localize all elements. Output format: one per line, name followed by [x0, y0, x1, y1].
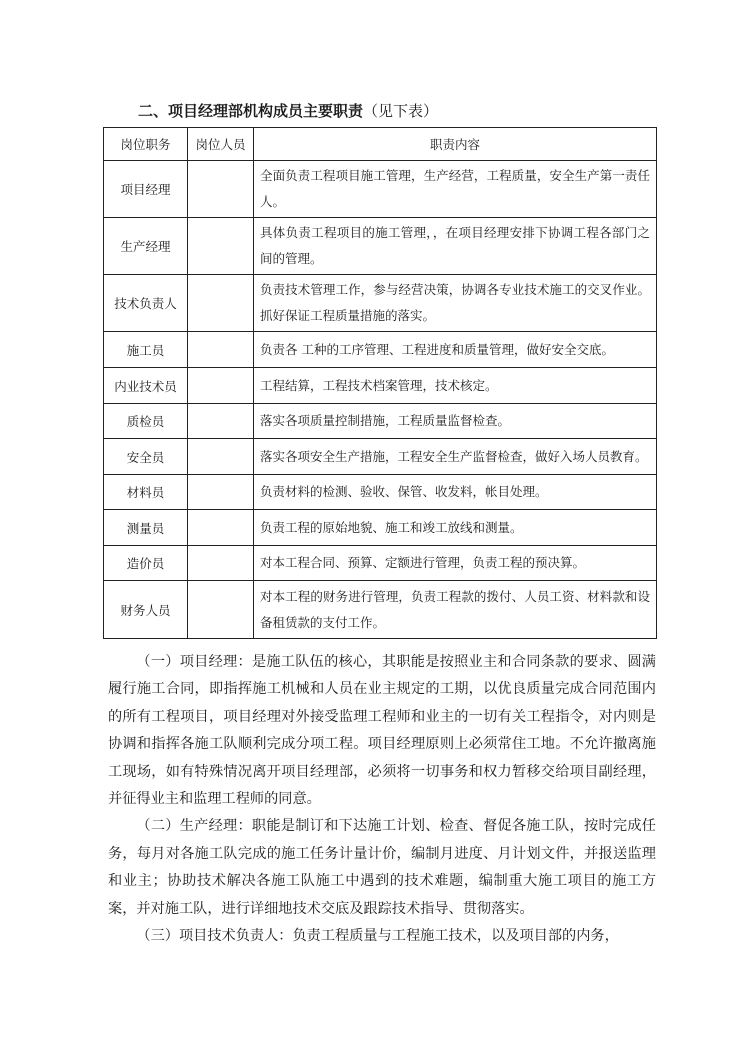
- role-cell: 内业技术员: [104, 368, 188, 404]
- role-cell: 施工员: [104, 332, 188, 368]
- person-cell: [188, 475, 254, 510]
- duty-cell: 具体负责工程项目的施工管理，，在项目经理安排下协调工程各部门之间的管理。: [254, 218, 657, 275]
- person-cell: [188, 275, 254, 332]
- section-heading-title: 二、项目经理部机构成员主要职责: [138, 102, 364, 120]
- paragraph-production-manager: （二）生产经理：职能是制订和下达施工计划、检查、督促各施工队，按时完成任务，每月对各施工队完成的施工任务计量计价，编制月进度、月计划文件，并报送监理和业主；协助技术解决各施工队施工中遇到的技术难题，编制重大施工项目的施工方案，并对施工队，进行详细地技术交底及跟踪技术指导、贯彻落实。: [108, 818, 656, 917]
- role-cell: 材料员: [104, 475, 188, 510]
- table-row: [104, 439, 657, 475]
- paragraph-technical-lead: （三）项目技术负责人：负责工程质量与工程施工技术，以及项目部的内务，: [136, 928, 619, 945]
- table-row: [104, 275, 657, 332]
- role-cell: 造价员: [104, 546, 188, 581]
- duty-cell: 负责工程的原始地貌、施工和竣工放线和测量。: [254, 510, 657, 546]
- role-cell: 财务人员: [104, 581, 188, 639]
- duty-table: [103, 127, 657, 639]
- table-row: [104, 218, 657, 275]
- role-cell: 生产经理: [104, 218, 188, 275]
- role-cell: 安全员: [104, 439, 188, 475]
- role-cell: 质检员: [104, 404, 188, 439]
- duty-cell: 落实各项质量控制措施，工程质量监督检查。: [254, 404, 657, 439]
- table-row: [104, 404, 657, 439]
- person-cell: [188, 332, 254, 368]
- duty-cell: 负责各 工种的工序管理、工程进度和质量管理，做好安全交底。: [254, 332, 657, 368]
- person-cell: [188, 368, 254, 404]
- duty-cell: 对本工程合同、预算、定额进行管理，负责工程的预决算。: [254, 546, 657, 581]
- person-cell: [188, 218, 254, 275]
- section-heading-note: （见下表）: [363, 102, 439, 120]
- role-cell: 测量员: [104, 510, 188, 546]
- table-row: [104, 581, 657, 639]
- person-cell: [188, 546, 254, 581]
- table-row: [104, 332, 657, 368]
- table-row: [104, 368, 657, 404]
- body-text: [108, 649, 656, 950]
- role-cell: 项目经理: [104, 161, 188, 218]
- table-row: [104, 161, 657, 218]
- role-cell: 技术负责人: [104, 275, 188, 332]
- paragraph-project-manager: （一）项目经理：是施工队伍的核心，其职能是按照业主和合同条款的要求、圆满履行施工合同，即指挥施工机械和人员在业主规定的工期，以优良质量完成合同范围内的所有工程项目，项目经理对外接受监理工程师和业主的一切有关工程指令，对内则是协调和指挥各施工队顺利完成分项工程。项目经理原则上必须常住工地。不允许撤离施工现场，如有特殊情况离开项目经理部，必须将一切事务和权力暂移交给项目副经理，并征得业主和监理工程师的同意。: [108, 654, 656, 808]
- duty-cell: 负责技术管理工作，参与经营决策，协调各专业技术施工的交叉作业。抓好保证工程质量措施的落实。: [254, 275, 657, 332]
- table-header-row: [104, 128, 657, 161]
- person-cell: [188, 161, 254, 218]
- duty-cell: 工程结算，工程技术档案管理，技术核定。: [254, 368, 657, 404]
- table-row: [104, 475, 657, 510]
- table-row: [104, 510, 657, 546]
- duty-cell: 负责材料的检测、验收、保管、收发料，帐目处理。: [254, 475, 657, 510]
- person-cell: [188, 581, 254, 639]
- duty-cell: 对本工程的财务进行管理，负责工程款的拨付、人员工资、材料款和设备租赁款的支付工作。: [254, 581, 657, 639]
- duty-cell: 落实各项安全生产措施，工程安全生产监督检查，做好入场人员教育。: [254, 439, 657, 475]
- duty-cell: 全面负责工程项目施工管理，生产经营，工程质量，安全生产第一责任人。: [254, 161, 657, 218]
- person-cell: [188, 404, 254, 439]
- header-cell-person: 岗位人员: [188, 128, 254, 161]
- person-cell: [188, 439, 254, 475]
- table-row: [104, 546, 657, 581]
- header-cell-role: 岗位职务: [104, 128, 188, 161]
- section-heading: [138, 100, 438, 122]
- person-cell: [188, 510, 254, 546]
- header-cell-duty: 职责内容: [254, 128, 657, 161]
